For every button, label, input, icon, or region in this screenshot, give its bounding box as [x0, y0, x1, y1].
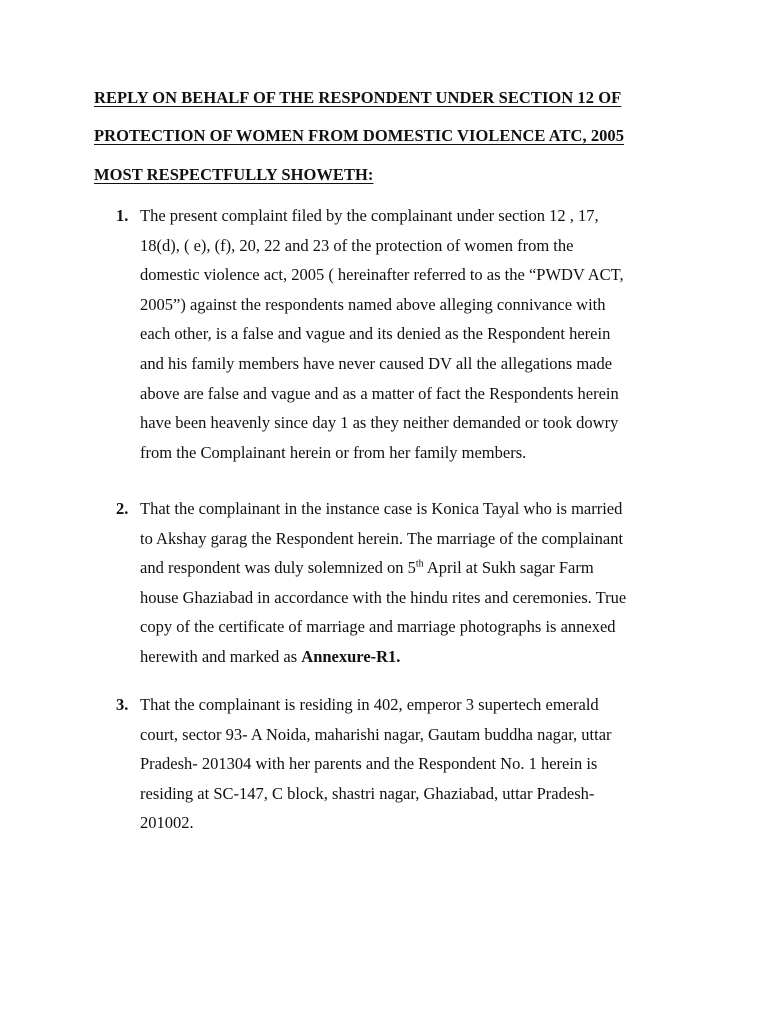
heading-line-1: REPLY ON BEHALF OF THE RESPONDENT UNDER SECTION 12 OF	[94, 88, 622, 107]
paragraph-line-text: and respondent was duly solemnized on 5	[140, 558, 416, 578]
ordinal-suffix: th	[415, 558, 424, 570]
annexure-reference: Annexure-R1.	[301, 646, 401, 666]
heading-line-3: MOST RESPECTFULLY SHOWETH:	[94, 165, 374, 184]
paragraph-line	[140, 642, 676, 672]
numbered-paragraph-2	[116, 494, 676, 672]
paragraph-line: Pradesh- 201304 with her parents and the Respondent No. 1 herein is	[140, 754, 598, 774]
numbered-paragraph-3	[116, 690, 676, 838]
paragraph-number: 1.	[116, 206, 129, 225]
paragraph-line: above are false and vague and as a matter of fact the Respondents herein	[140, 383, 619, 403]
paragraph-line: each other, is a false and vague and its denied as the Respondent herein	[140, 324, 611, 344]
paragraph-line-text: April at Sukh sagar Farm	[423, 558, 594, 578]
paragraph-line: That the complainant is residing in 402, emperor 3 supertech emerald	[140, 695, 599, 714]
paragraph-line: That the complainant in the instance case is Konica Tayal who is married	[140, 499, 623, 518]
paragraph-line: residing at SC-147, C block, shastri nagar, Ghaziabad, uttar Pradesh-	[140, 783, 595, 803]
paragraph-line-text: herewith and marked as	[140, 646, 302, 666]
paragraph-line: have been heavenly since day 1 as they neither demanded or took dowry	[140, 413, 619, 433]
paragraph-line: court, sector 93- A Noida, maharishi nagar, Gautam buddha nagar, uttar	[140, 724, 612, 744]
paragraph-line	[140, 553, 676, 583]
paragraph-line: house Ghaziabad in accordance with the hindu rites and ceremonies. True	[140, 587, 627, 607]
paragraph-line: and his family members have never caused DV all the allegations made	[140, 353, 613, 373]
numbered-paragraph-1	[116, 201, 676, 467]
paragraph-text	[140, 494, 676, 672]
paragraph-line: to Akshay garag the Respondent herein. The marriage of the complainant	[140, 528, 624, 548]
paragraph-line: domestic violence act, 2005 ( hereinafter referred to as the “PWDV ACT,	[140, 265, 624, 285]
paragraph-line: from the Complainant herein or from her family members.	[140, 442, 527, 462]
paragraph-line: 2005”) against the respondents named above alleging connivance with	[140, 294, 606, 314]
paragraph-line: 201002.	[140, 813, 194, 833]
paragraph-text	[140, 201, 676, 467]
paragraph-number: 3.	[116, 695, 129, 714]
paragraph-line: copy of the certificate of marriage and marriage photographs is annexed	[140, 617, 616, 637]
heading-line-2: PROTECTION OF WOMEN FROM DOMESTIC VIOLENCE ATC, 2005	[94, 126, 625, 145]
paragraph-line: The present complaint filed by the complainant under section 12 , 17,	[140, 206, 599, 225]
paragraph-line: 18(d), ( e), (f), 20, 22 and 23 of the protection of women from the	[140, 235, 574, 255]
paragraph-number: 2.	[116, 499, 129, 518]
paragraph-text	[140, 690, 676, 838]
